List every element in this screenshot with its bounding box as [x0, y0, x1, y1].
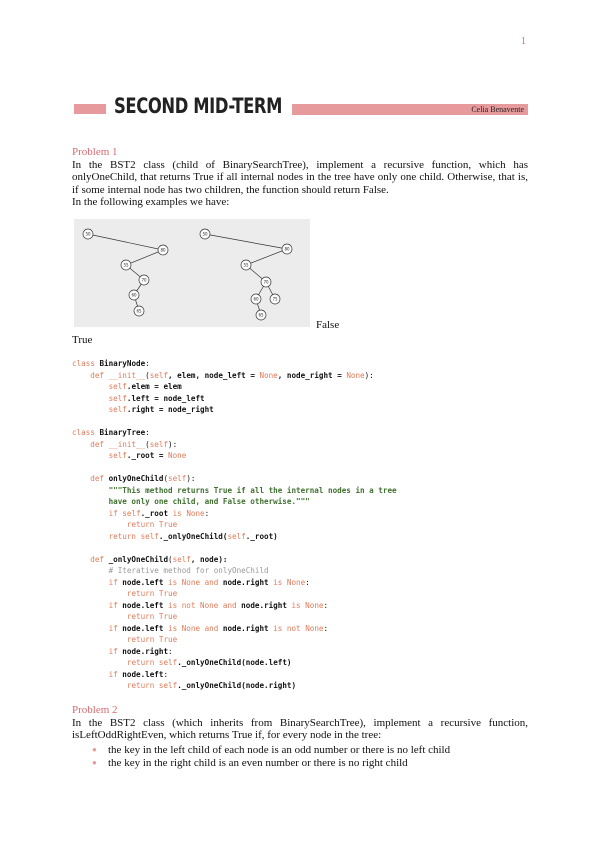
banner-accent-left — [74, 104, 106, 114]
list-item: ● the key in the right child is an even number or there is no right child — [92, 757, 450, 770]
page-number: 1 — [521, 36, 526, 47]
tree-right-node: 60 — [253, 296, 259, 302]
tree-left-node: 80 — [160, 247, 166, 253]
problem2-paragraph: In the BST2 class (which inherits from BinarySearchTree), implement a recursive function, isLeftOddRightEven, which returns True if, for every node in the tree: — [72, 716, 528, 741]
list-item: ● the key in the left child of each node is an odd number or there is no left child — [92, 744, 450, 757]
tree-left-node: 50 — [85, 231, 91, 237]
tree-figure-right — [191, 219, 310, 327]
problem1-examples-intro: In the following examples we have: — [72, 196, 230, 208]
problem2-section — [72, 704, 528, 742]
tree-right-node: 55 — [243, 262, 249, 268]
tree-left-node: 60 — [131, 292, 137, 298]
problem2-title: Problem 2 — [72, 704, 118, 716]
tree-left-node: 55 — [123, 262, 129, 268]
problem2-bullet-list — [92, 744, 450, 769]
tree-left-node: 65 — [136, 308, 142, 314]
tree-right-node: 70 — [263, 279, 269, 285]
problem1-paragraph: In the BST2 class (child of BinarySearchTree), implement a recursive function, which has onlyOneChild, that returns True if all internal nodes in the tree have only one child. Otherwise, that is, if some internal node has two children, the function should return False. — [72, 158, 528, 196]
problem1-section — [72, 146, 528, 209]
example-result-right: False — [316, 319, 340, 331]
tree-left-node: 70 — [141, 277, 147, 283]
tree-right-node: 50 — [202, 231, 208, 237]
tree-right-node: 65 — [258, 312, 264, 318]
tree-right-node: 80 — [284, 246, 290, 252]
page-title: SECOND MID-TERM — [114, 94, 283, 118]
code-listing: class BinaryNode: def __init__(self, elem, node_left = None, node_right = None): self.elem = elem self.left = node_left self.right = node_right class BinaryTree: def __init__(self): self._root = None def onlyOneChild(self): """This method returns True if all the internal nodes in a tree have only one child, and False otherwise.""" if self._root is None: return True return self._onlyOneChild(self._root) def _onlyOneChild(self, node): # Iterative method for onlyOneChild if node.left is None and node.right is None: return True if node.left is not None and node.right is None: return True if node.left is None and node.right is not None: return True if node.right: return self._onlyOneChild(node.left) if node.left: return self._onlyOneChild(node.right) — [72, 359, 397, 690]
tree-right-node: 75 — [272, 296, 278, 302]
author-name: Celia Benavente — [471, 105, 524, 114]
tree-figure-left — [74, 219, 193, 327]
example-result-left: True — [72, 334, 93, 346]
problem1-title: Problem 1 — [72, 146, 118, 158]
